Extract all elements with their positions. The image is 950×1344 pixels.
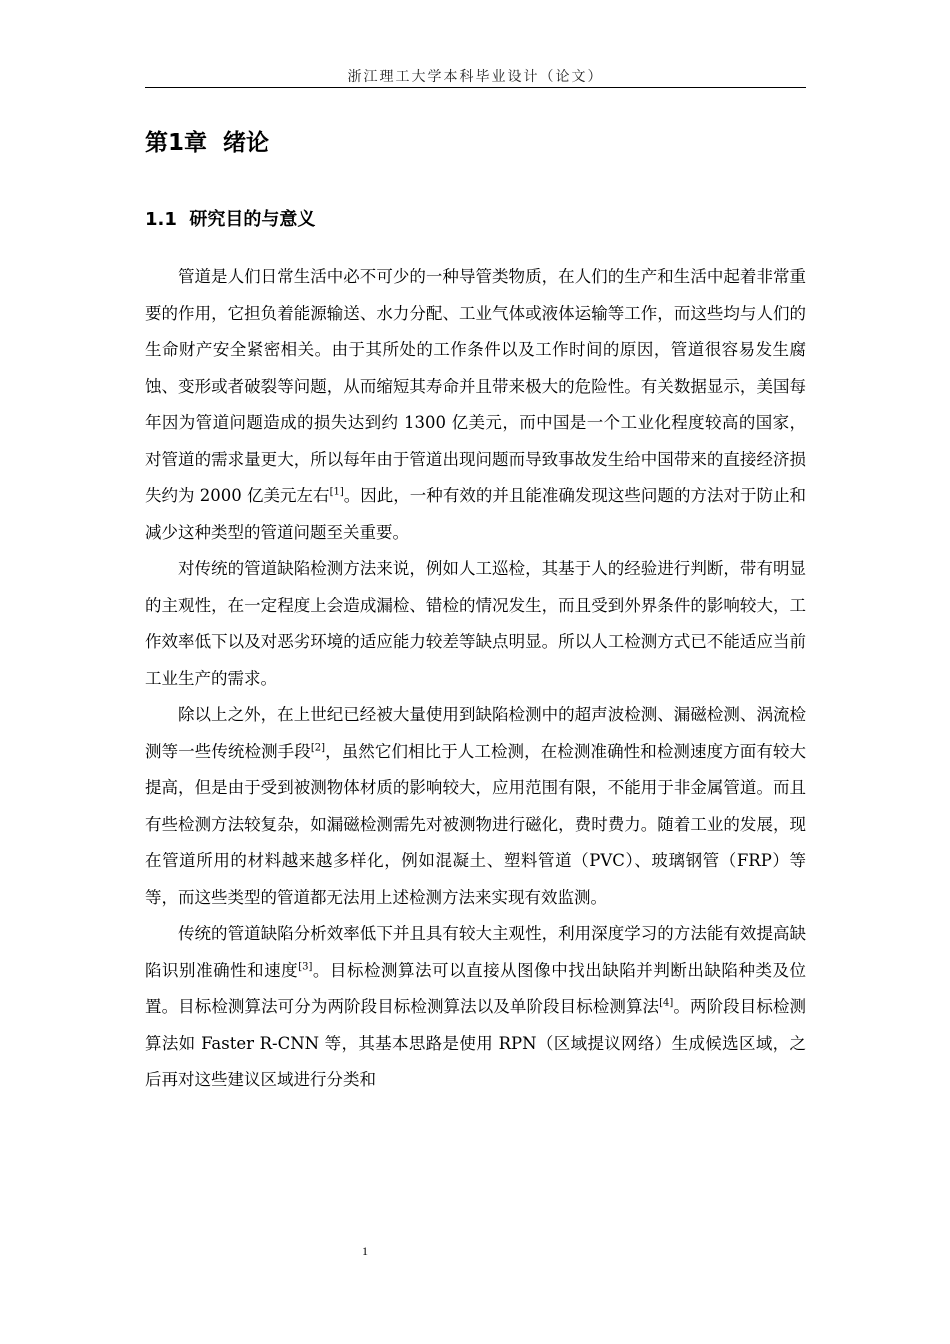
paragraph-text: 传统的管道缺陷分析效率低下并且具有较大主观性，利用深度学习的方法能有效提高缺陷识别准确性和速度 bbox=[145, 924, 806, 980]
paragraph-text: ，虽然它们相比于人工检测，在检测准确性和检测速度方面有较大提高，但是由于受到被测物体材质的影响较大，应用范围有限，不能用于非金属管道。而且有些检测方法较复杂，如漏磁检测需先对被测物进行磁化，费时费力。随着工业的发展，现在管道所用的材料越来越多样化，例如混凝土、塑料管道（PVC）、玻璃钢管（FRP）等等，而这些类型的管道都无法用上述检测方法来实现有效监测。 bbox=[145, 741, 807, 907]
running-header: 浙江理工大学本科毕业设计（论文） bbox=[347, 69, 604, 85]
citation-ref[interactable]: [2] bbox=[310, 742, 326, 753]
paragraph-text: 对传统的管道缺陷检测方法来说，例如人工巡检，其基于人的经验进行判断，带有明显的主观性，在一定程度上会造成漏检、错检的情况发生，而且受到外界条件的影响较大，工作效率低下以及对恶劣环境的适应能力较差等缺点明显。所以人工检测方式已不能适应当前工业生产的需求。 bbox=[145, 559, 806, 688]
paragraph-text: 管道是人们日常生活中必不可少的一种导管类物质，在人们的生产和生活中起着非常重要的作用，它担负着能源输送、水力分配、工业气体或液体运输等工作，而这些均与人们的生命财产安全紧密相关。由于其所处的工作条件以及工作时间的原因，管道很容易发生腐蚀、变形或者破裂等问题，从而缩短其寿命并且带来极大的危险性。有关数据显示，美国每年因为管道问题造成的损失达到约 1300 亿美元，而中国是一个工业化程度较高的国家，对管道的需求量更大，所以每年由于管道出现问题而导致事故发生给中国带来的直接经济损失约为 2000 亿美元左右 bbox=[145, 267, 806, 505]
paragraph-text: 。目标检测算法可以直接从图像中找出缺陷并判断出缺陷种类及位置。目标检测算法可分为两阶段目标检测算法以及单阶段目标检测算法 bbox=[145, 960, 807, 1016]
body-text bbox=[145, 259, 806, 1099]
paragraph bbox=[145, 916, 806, 1099]
citation-ref[interactable]: [4] bbox=[659, 997, 674, 1009]
paragraph bbox=[145, 259, 806, 551]
paragraph-text: 。两阶段目标检测算法如 Faster R-CNN 等，其基本思路是使用 RPN（区域提议网络）生成候选区域，之后再对这些建议区域进行分类和 bbox=[145, 997, 807, 1089]
paragraph bbox=[145, 551, 806, 697]
section-title: 1.1 研究目的与意义 bbox=[145, 209, 316, 230]
chapter-title: 第1章 绪论 bbox=[145, 130, 270, 156]
paragraph bbox=[145, 697, 806, 916]
paragraph-text: 。因此，一种有效的并且能准确发现这些问题的方法对于防止和减少这种类型的管道问题至关重要。 bbox=[145, 486, 807, 542]
citation-ref[interactable]: [3] bbox=[298, 961, 313, 972]
header-rule bbox=[145, 87, 806, 88]
paragraph-text: 除以上之外，在上世纪已经被大量使用到缺陷检测中的超声波检测、漏磁检测、涡流检测等一些传统检测手段 bbox=[145, 705, 806, 761]
page-number: 1 bbox=[362, 1244, 368, 1258]
citation-ref[interactable]: [1] bbox=[329, 486, 344, 498]
